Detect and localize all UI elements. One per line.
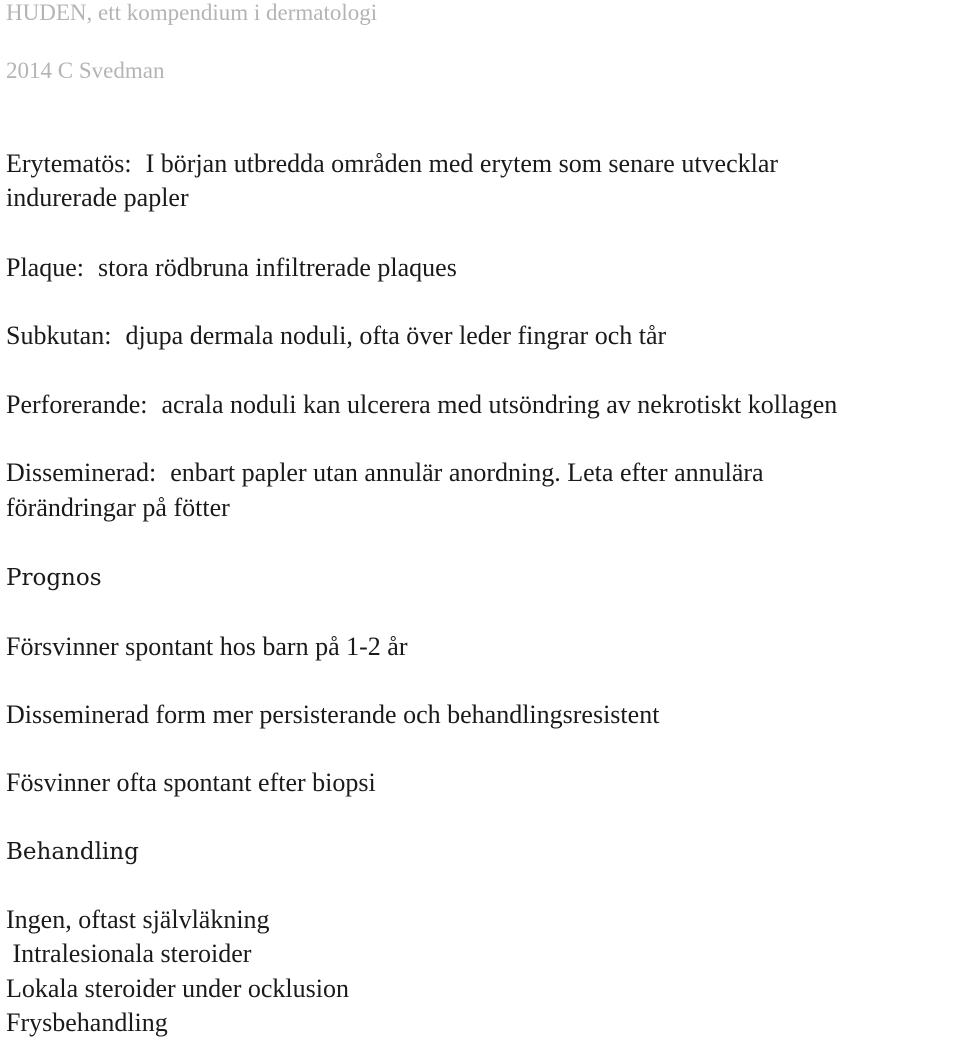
form-description: I början utbredda områden med erytem som senare utvecklar xyxy=(145,149,779,178)
prognosis-item: Fösvinner ofta spontant efter biopsi xyxy=(6,768,376,797)
form-term: Erytematös: xyxy=(6,149,132,178)
treatment-item: Intralesionala steroider xyxy=(6,939,252,968)
document-author: 2014 C Svedman xyxy=(6,58,165,83)
document-title: HUDEN, ett kompendium i dermatologi xyxy=(6,0,378,25)
form-erythematous xyxy=(6,149,778,179)
form-plaque xyxy=(6,253,457,283)
form-description: enbart papler utan annulär anordning. Leta efter annulära xyxy=(170,458,764,487)
form-description: acrala noduli kan ulcerera med utsöndring av nekrotiskt kollagen xyxy=(161,390,838,419)
form-term: Disseminerad: xyxy=(6,458,157,487)
form-term: Plaque: xyxy=(6,253,84,282)
prognosis-item: Försvinner spontant hos barn på 1-2 år xyxy=(6,632,408,661)
prognosis-item: Disseminerad form mer persisterande och behandlingsresistent xyxy=(6,700,660,729)
form-erythematous-cont: indurerade papler xyxy=(6,183,189,212)
form-disseminated-cont: förändringar på fötter xyxy=(6,493,230,522)
treatment-item: Frysbehandling xyxy=(6,1008,168,1037)
form-term: Perforerande: xyxy=(6,390,148,419)
form-perforating xyxy=(6,390,837,420)
form-term: Subkutan: xyxy=(6,321,112,350)
form-disseminated xyxy=(6,458,764,488)
form-description: stora rödbruna infiltrerade plaques xyxy=(98,253,457,282)
form-description: djupa dermala noduli, ofta över leder fingrar och tår xyxy=(125,321,667,350)
treatment-heading: Behandling xyxy=(6,839,139,865)
treatment-item: Lokala steroider under ocklusion xyxy=(6,974,349,1003)
form-subcutaneous xyxy=(6,321,666,351)
prognosis-heading: Prognos xyxy=(6,565,102,591)
treatment-item: Ingen, oftast självläkning xyxy=(6,905,270,934)
